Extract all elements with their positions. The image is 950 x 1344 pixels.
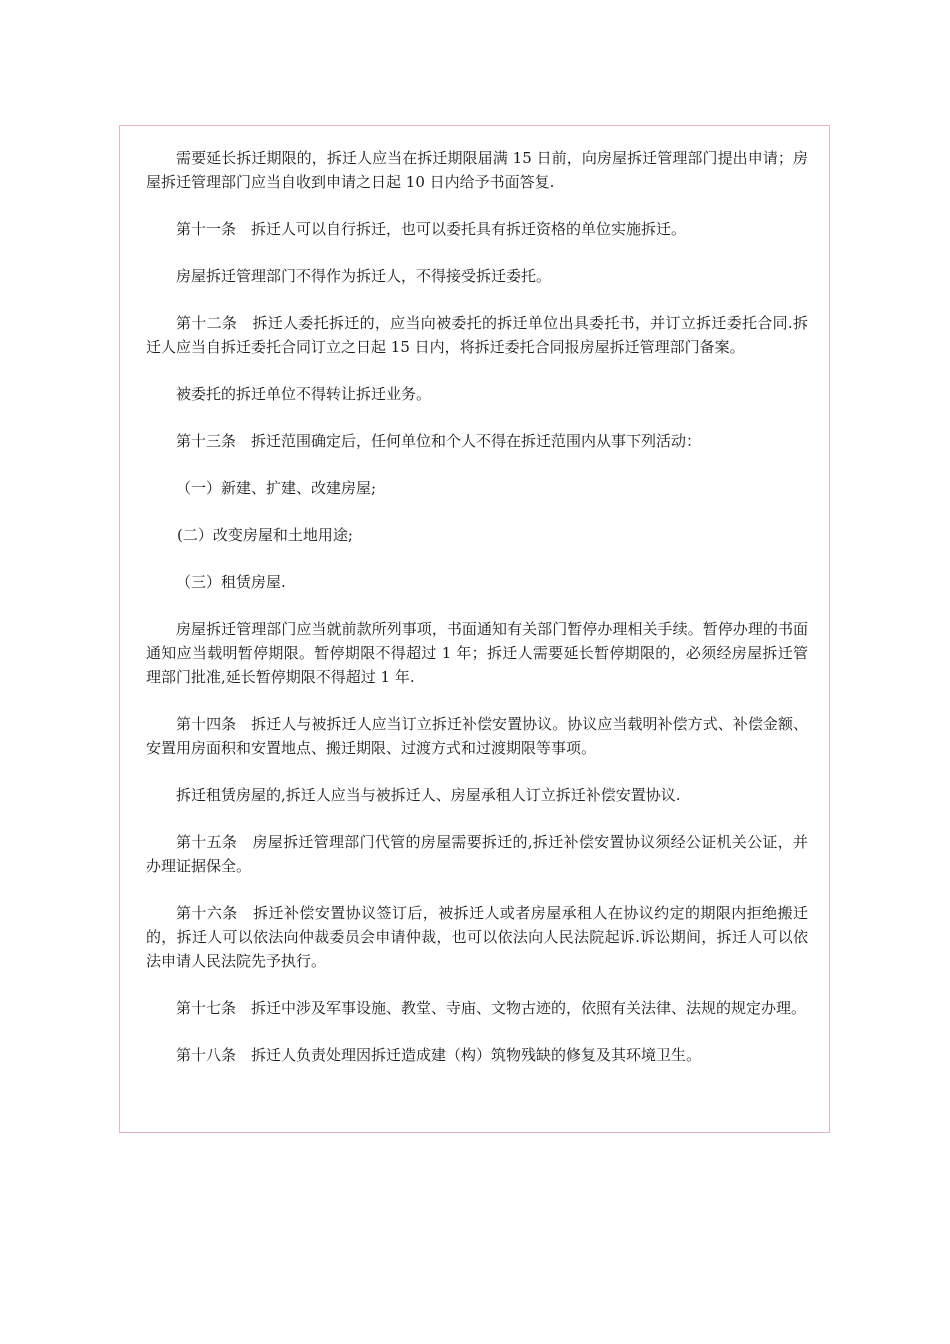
article-14: 第十四条 拆迁人与被拆迁人应当订立拆迁补偿安置协议。协议应当载明补偿方式、补偿金额、安置用房面积和安置地点、搬迁期限、过渡方式和过渡期限等事项。 <box>146 715 808 757</box>
article-18: 第十八条 拆迁人负责处理因拆迁造成建（构）筑物残缺的修复及其环境卫生。 <box>176 1046 702 1064</box>
list-item-2: (二）改变房屋和土地用途; <box>177 526 353 544</box>
article-13: 第十三条 拆迁范围确定后，任何单位和个人不得在拆迁范围内从事下列活动： <box>176 432 702 450</box>
paragraph-rented-housing: 拆迁租赁房屋的,拆迁人应当与被拆迁人、房屋承租人订立拆迁补偿安置协议. <box>176 786 681 804</box>
article-11: 第十一条 拆迁人可以自行拆迁，也可以委托具有拆迁资格的单位实施拆迁。 <box>176 220 687 238</box>
paragraph-not-demolisher: 房屋拆迁管理部门不得作为拆迁人，不得接受拆迁委托。 <box>176 267 552 285</box>
paragraph-suspension-notice: 房屋拆迁管理部门应当就前款所列事项，书面通知有关部门暂停办理相关手续。暂停办理的书面通知应当载明暂停期限。暂停期限不得超过 1 年；拆迁人需要延长暂停期限的，必须经房屋拆迁管理部门批准,延长暂停期限不得超过 1 年. <box>146 620 808 686</box>
list-item-3: （三）租赁房屋. <box>176 573 286 591</box>
article-16: 第十六条 拆迁补偿安置协议签订后，被拆迁人或者房屋承租人在协议约定的期限内拒绝搬迁的，拆迁人可以依法向仲裁委员会申请仲裁，也可以依法向人民法院起诉.诉讼期间，拆迁人可以依法申请人民法院先予执行。 <box>146 904 808 970</box>
paragraph-extension-request: 需要延长拆迁期限的，拆迁人应当在拆迁期限届满 15 日前，向房屋拆迁管理部门提出申请；房屋拆迁管理部门应当自收到申请之日起 10 日内给予书面答复. <box>146 149 808 191</box>
article-15: 第十五条 房屋拆迁管理部门代管的房屋需要拆迁的,拆迁补偿安置协议须经公证机关公证，并办理证据保全。 <box>146 833 808 875</box>
paragraph-no-transfer: 被委托的拆迁单位不得转让拆迁业务。 <box>176 385 432 403</box>
article-17: 第十七条 拆迁中涉及军事设施、教堂、寺庙、文物古迹的，依照有关法律、法规的规定办理。 <box>176 999 807 1017</box>
document-body <box>146 146 808 1067</box>
article-12: 第十二条 拆迁人委托拆迁的，应当向被委托的拆迁单位出具委托书，并订立拆迁委托合同.拆迁人应当自拆迁委托合同订立之日起 15 日内，将拆迁委托合同报房屋拆迁管理部门备案。 <box>146 314 808 356</box>
list-item-1: （一）新建、扩建、改建房屋; <box>176 479 377 497</box>
